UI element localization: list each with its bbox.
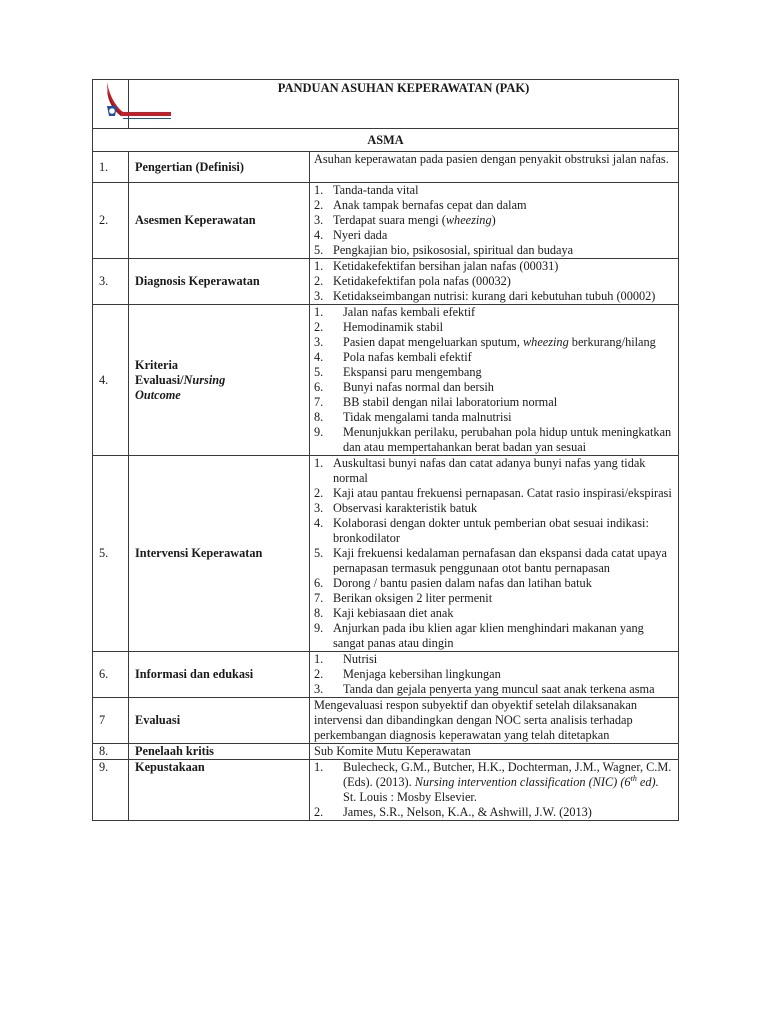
row-content	[310, 259, 679, 305]
reference-item: 2. James, S.R., Nelson, K.A., & Ashwill, J.W. (2013)	[314, 805, 592, 819]
list-item: 2. Menjaga kebersihan lingkungan	[314, 667, 501, 681]
label-line: Evaluasi/Nursing	[135, 372, 226, 387]
label-line: Kriteria	[135, 357, 179, 372]
row-label: Diagnosis Keperawatan	[129, 259, 310, 305]
row-number: 1.	[93, 152, 129, 183]
reviewer-text: Sub Komite Mutu Keperawatan	[314, 744, 471, 758]
row-evaluasi	[93, 698, 679, 744]
row-content	[310, 305, 679, 456]
list-item: 8. Kaji kebiasaan diet anak	[314, 606, 454, 620]
list-item: 1. Auskultasi bunyi nafas dan catat adanya bunyi nafas yang tidak normal	[314, 456, 646, 485]
document-header-row	[93, 80, 679, 129]
row-label: Asesmen Keperawatan	[129, 183, 310, 259]
intervention-list	[314, 456, 674, 651]
list-item: 4. Nyeri dada	[314, 228, 388, 242]
list-item: 7. BB stabil dengan nilai laboratorium normal	[314, 395, 558, 409]
row-number: 6.	[93, 652, 129, 698]
topic-row	[93, 129, 679, 152]
row-number: 9.	[93, 760, 129, 821]
row-number: 5.	[93, 456, 129, 652]
reference-list	[314, 760, 674, 820]
list-item: 2. Kaji atau pantau frekuensi pernapasan. Catat rasio inspirasi/ekspirasi	[314, 486, 672, 500]
row-number: 2.	[93, 183, 129, 259]
list-item: 3. Pasien dapat mengeluarkan sputum, wheezing berkurang/hilang	[314, 335, 656, 349]
outcome-list	[314, 305, 674, 455]
list-item: 4. Pola nafas kembali efektif	[314, 350, 472, 364]
row-number: 8.	[93, 744, 129, 760]
list-item: 5. Ekspansi paru mengembang	[314, 365, 482, 379]
label-line: Outcome	[135, 387, 181, 402]
list-item: 7. Berikan oksigen 2 liter permenit	[314, 591, 493, 605]
list-item: 5. Kaji frekuensi kedalaman pernafasan dan ekspansi dada catat upaya pernapasan termasuk penggunaan otot bantu pernapasan	[314, 546, 667, 575]
logo-cell	[93, 80, 129, 129]
list-item: 3. Observasi karakteristik batuk	[314, 501, 478, 515]
list-item: 1. Ketidakefektifan bersihan jalan nafas (00031)	[314, 259, 559, 273]
hospital-logo	[93, 80, 173, 124]
row-content	[310, 698, 679, 744]
row-number: 7	[93, 698, 129, 744]
row-content	[310, 652, 679, 698]
education-list	[314, 652, 674, 697]
row-intervensi	[93, 456, 679, 652]
row-penelaah-kritis	[93, 744, 679, 760]
row-kepustakaan	[93, 760, 679, 821]
row-label: Penelaah kritis	[129, 744, 310, 760]
row-content	[310, 744, 679, 760]
row-label: Evaluasi	[129, 698, 310, 744]
row-label: Informasi dan edukasi	[129, 652, 310, 698]
list-item: 3. Terdapat suara mengi (wheezing)	[314, 213, 496, 227]
row-kriteria-evaluasi	[93, 305, 679, 456]
list-item: 4. Kolaborasi dengan dokter untuk pemberian obat sesuai indikasi: bronkodilator	[314, 516, 649, 545]
row-content	[310, 152, 679, 183]
list-item: 1. Nutrisi	[314, 652, 378, 666]
evaluation-text: Mengevaluasi respon subyektif dan obyektif setelah dilaksanakan intervensi dan dibandingkan dengan NOC serta analisis terhadap perkembangan diagnosis keperawatan yang telah ditetapkan	[314, 698, 638, 742]
row-label: Pengertian (Definisi)	[129, 152, 310, 183]
list-item: 6. Dorong / bantu pasien dalam nafas dan latihan batuk	[314, 576, 592, 590]
row-asesmen	[93, 183, 679, 259]
row-informasi-edukasi	[93, 652, 679, 698]
list-item: 9. Anjurkan pada ibu klien agar klien menghindari makanan yang sangat panas atau dingin	[314, 621, 644, 650]
list-item: 9. Menunjukkan perilaku, perubahan pola hidup untuk meningkatkan dan atau mempertahankan berat badan yan sesuai	[314, 425, 672, 454]
diagnosis-list	[314, 259, 674, 304]
row-content	[310, 760, 679, 821]
pak-document-table	[92, 79, 679, 821]
list-item: 3. Ketidakseimbangan nutrisi: kurang dari kebutuhan tubuh (00002)	[314, 289, 656, 303]
row-label: Kepustakaan	[129, 760, 310, 821]
reference-item: 1. Bulecheck, G.M., Butcher, H.K., Dochterman, J.M., Wagner, C.M. (Eds). (2013). Nursing intervention classification (NIC) (6th ed). St. Louis : Mosby Elsevier.	[314, 760, 672, 804]
topic-title: ASMA	[93, 129, 679, 152]
list-item: 1. Tanda-tanda vital	[314, 183, 419, 197]
definition-text: Asuhan keperawatan pada pasien dengan penyakit obstruksi jalan nafas.	[314, 152, 669, 166]
list-item: 2. Anak tampak bernafas cepat dan dalam	[314, 198, 527, 212]
row-content	[310, 183, 679, 259]
list-item: 1. Jalan nafas kembali efektif	[314, 305, 476, 319]
row-pengertian	[93, 152, 679, 183]
row-number: 3.	[93, 259, 129, 305]
row-diagnosis	[93, 259, 679, 305]
list-item: 8. Tidak mengalami tanda malnutrisi	[314, 410, 512, 424]
list-item: 2. Hemodinamik stabil	[314, 320, 444, 334]
list-item: 2. Ketidakefektifan pola nafas (00032)	[314, 274, 511, 288]
row-number: 4.	[93, 305, 129, 456]
list-item: 3. Tanda dan gejala penyerta yang muncul saat anak terkena asma	[314, 682, 655, 696]
document-title: PANDUAN ASUHAN KEPERAWATAN (PAK)	[129, 80, 679, 129]
list-item: 5. Pengkajian bio, psikososial, spiritual dan budaya	[314, 243, 574, 257]
list-item: 6. Bunyi nafas normal dan bersih	[314, 380, 494, 394]
row-label: Intervensi Keperawatan	[129, 456, 310, 652]
row-content	[310, 456, 679, 652]
row-label	[129, 305, 310, 456]
assessment-list	[314, 183, 674, 258]
